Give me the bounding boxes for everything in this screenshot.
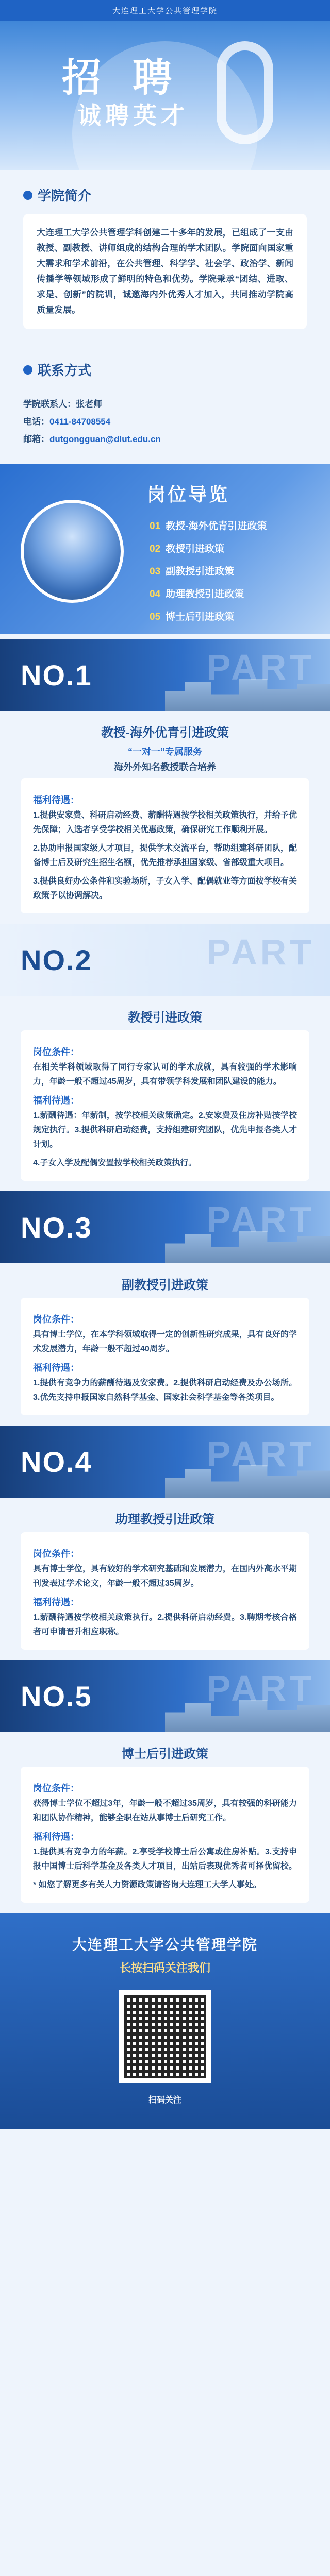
bullet-icon: [23, 191, 32, 200]
contact-phone: 电话：0411-84708554: [23, 417, 111, 427]
footer: [0, 1913, 330, 2129]
policy-subtitle: 海外外知名教授联合培养: [114, 762, 216, 772]
section-number: NO.3: [21, 1211, 92, 1244]
contact-person: 学院联系人：张老师: [23, 399, 102, 409]
guide-item[interactable]: 03 副教授引进政策: [150, 566, 235, 577]
college-intro-text: 大连理工大学公共管理学科创建二十多年的发展，已组成了一支由教授、副教授、讲师组成的结构合理的学术团队。学院面向国家重大需求和学术前沿，在公共管理、科学学、社会学、政治学、新闻传播学等领域形成了鲜明的特色和优势。学院秉承“团结、进取、求是、创新”的院训，诚邀海内外优秀人才加入，共同推动学院高质量发展。: [23, 214, 307, 329]
contact-email: 邮箱：dutgongguan@dlut.edu.cn: [23, 434, 161, 444]
hero-title: 招 聘: [62, 56, 183, 100]
section-number: NO.4: [21, 1446, 92, 1478]
bullet-icon: [23, 365, 32, 375]
section-banner-5: PART NO.5: [0, 1660, 330, 1732]
guide-title: 岗位导览: [147, 484, 230, 505]
college-intro-heading: 学院简介: [23, 185, 307, 205]
policy-title: 博士后引进政策: [122, 1747, 208, 1761]
policy-title: 教授-海外优青引进政策: [101, 726, 229, 740]
campus-photo: [21, 500, 124, 603]
footer-subtitle: 长按扫码关注我们: [119, 1961, 210, 1974]
footer-title: 大连理工大学公共管理学院: [72, 1937, 258, 1953]
section-banner-1: PART NO.1: [0, 639, 330, 711]
section-banner-4: PART NO.4: [0, 1426, 330, 1498]
policy-title: 助理教授引进政策: [116, 1513, 214, 1527]
contact-section: [0, 345, 330, 392]
position-guide: [0, 464, 330, 634]
hero-u-logo-icon: [217, 41, 273, 144]
policy-card: 岗位条件： 获得博士学位不超过3年，年龄一般不超过35周岁，具有较强的科研能力和团队协作精神，能够全职在站从事博士后研究工作。 福利待遇： 1.提供具有竞争力的年薪。2.享受学校博士后公寓或住房补贴。3.支持申报中国博士后科学基金及各类人才项目，出站后表现优秀者可择优留校。 * 如您了解更多有关人力资源政策请咨询大连理工大学人事处。: [21, 1767, 309, 1903]
qr-code-icon: [124, 1995, 206, 2078]
policy-subtitle: “一对一”专属服务: [128, 747, 202, 757]
qr-code[interactable]: [119, 1990, 211, 2083]
policy-card: 岗位条件： 具有博士学位，具有较好的学术研究基础和发展潜力，在国内外高水平期刊发表过学术论文，年龄一般不超过35周岁。 福利待遇： 1.薪酬待遇按学校相关政策执行。2.提供科研启动经费。3.聘期考核合格者可申请晋升相应职称。: [21, 1532, 309, 1650]
guide-item[interactable]: 02 教授引进政策: [150, 544, 225, 554]
hero-subtitle: 诚聘英才: [77, 102, 189, 129]
section-banner-2: PART NO.2: [0, 924, 330, 996]
policy-card: 福利待遇： 1.提供安家费、科研启动经费、薪酬待遇按学校相关政策执行，并给予优先保障；入选者享受学校相关优惠政策，确保研究工作顺利开展。 2.协助申报国家级人才项目，提供学术交流平台，帮助组建科研团队，配备博士后及研究生招生名额，优先推荐承担国家级、省部级重大项目。 3.提供良好办公条件和实验场所，子女入学、配偶就业等方面按学校有关政策予以协调解决。: [21, 778, 309, 913]
guide-list: [150, 515, 267, 629]
section-number: NO.5: [21, 1680, 92, 1713]
policy-title: 教授引进政策: [128, 1011, 202, 1025]
guide-item[interactable]: 04 助理教授引进政策: [150, 589, 244, 600]
qr-label: 扫码关注: [148, 2096, 182, 2105]
guide-item[interactable]: 01 教授-海外优青引进政策: [150, 521, 267, 532]
policy-card: 岗位条件： 在相关学科领域取得了同行专家认可的学术成就，具有较强的学术影响力，年龄一般不超过45周岁，具有带领学科发展和团队建设的能力。 福利待遇： 1.薪酬待遇：年薪制，按学校相关政策确定。2.安家费及住房补贴按学校规定执行。3.提供科研启动经费，支持组建研究团队，优先申报各类人才计划。 4.子女入学及配偶安置按学校相关政策执行。: [21, 1030, 309, 1181]
contact-details: [0, 392, 330, 459]
college-intro-section: [0, 170, 330, 345]
section-banner-3: PART NO.3: [0, 1191, 330, 1263]
contact-heading: 联系方式: [23, 360, 307, 379]
policy-card: 岗位条件： 具有博士学位，在本学科领域取得一定的创新性研究成果，具有良好的学术发展潜力，年龄一般不超过40周岁。 福利待遇： 1.提供有竞争力的薪酬待遇及安家费。2.提供科研启动经费及办公场所。3.优先支持申报国家自然科学基金、国家社会科学基金等各类项目。: [21, 1298, 309, 1415]
hero-banner: [0, 21, 330, 170]
section-number: NO.2: [21, 944, 92, 976]
policy-title: 副教授引进政策: [122, 1278, 208, 1292]
top-banner: 大连理工大学公共管理学院: [0, 0, 330, 21]
guide-item[interactable]: 05 博士后引进政策: [150, 612, 235, 622]
section-number: NO.1: [21, 659, 92, 691]
